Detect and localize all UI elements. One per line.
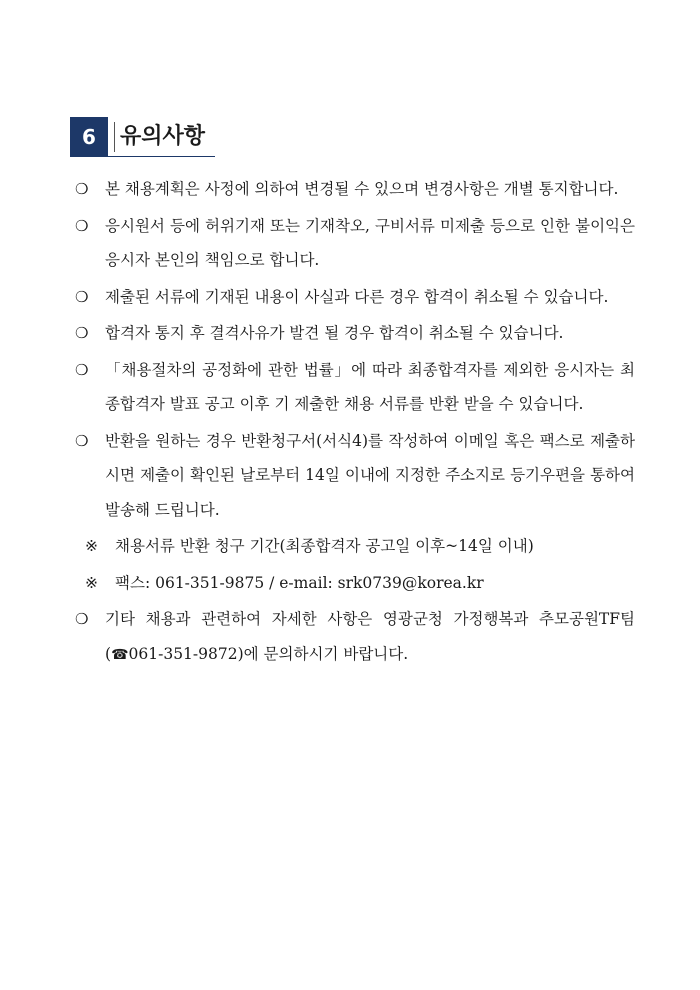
item-text: 반환을 원하는 경우 반환청구서(서식4)를 작성하여 이메일 혹은 팩스로 제출하시면 제출이 확인된 날로부터 14일 이내에 지정한 주소지로 등기우편을 통하여 발송해 드립니다. [105,431,635,519]
reference-mark-icon: ※ [85,573,98,592]
header-divider [114,122,115,152]
notice-list [75,172,635,674]
circle-bullet-icon: ❍ [75,287,89,306]
item-text: 제출된 서류에 기재된 내용이 사실과 다른 경우 합격이 취소될 수 있습니다. [105,287,609,306]
list-item [75,424,635,528]
circle-bullet-icon: ❍ [75,324,89,342]
section-title: 유의사항 [120,124,206,149]
header-underline [108,156,215,157]
note-item [85,566,635,601]
circle-bullet-icon: ❍ [75,610,89,628]
phone-icon: ☎ [111,646,129,663]
note-text: 팩스: 061-351-9875 / e-mail: srk0739@korea.kr [115,573,484,592]
list-item [75,353,635,422]
list-item [75,280,635,315]
list-item [75,172,635,207]
item-text: 합격자 통지 후 결격사유가 발견 될 경우 합격이 취소될 수 있습니다. [105,324,564,342]
section-header [70,117,215,157]
note-item [85,529,635,564]
circle-bullet-icon: ❍ [75,180,89,198]
list-item [75,209,635,278]
item-text-before: 기타 채용과 관련하여 자세한 사항은 영광군청 가정행복과 추모공원TF팀( [105,610,635,663]
circle-bullet-icon: ❍ [75,216,89,235]
circle-bullet-icon: ❍ [75,360,89,379]
item-text: 「채용절차의 공정화에 관한 법률」에 따라 최종합격자를 제외한 응시자는 최종합격자 발표 공고 이후 기 제출한 채용 서류를 반환 받을 수 있습니다. [105,360,635,413]
item-text: 응시원서 등에 허위기재 또는 기재착오, 구비서류 미제출 등으로 인한 불이익은 응시자 본인의 책임으로 합니다. [105,216,635,269]
list-item [75,316,635,351]
reference-mark-icon: ※ [85,537,98,555]
item-text-after: 061-351-9872)에 문의하시기 바랍니다. [128,644,409,663]
note-text: 채용서류 반환 청구 기간(최종합격자 공고일 이후~14일 이내) [115,537,534,555]
list-item [75,602,635,672]
section-number: 6 [70,117,108,157]
item-text: 본 채용계획은 사정에 의하여 변경될 수 있으며 변경사항은 개별 통지합니다. [105,180,619,198]
circle-bullet-icon: ❍ [75,431,89,450]
